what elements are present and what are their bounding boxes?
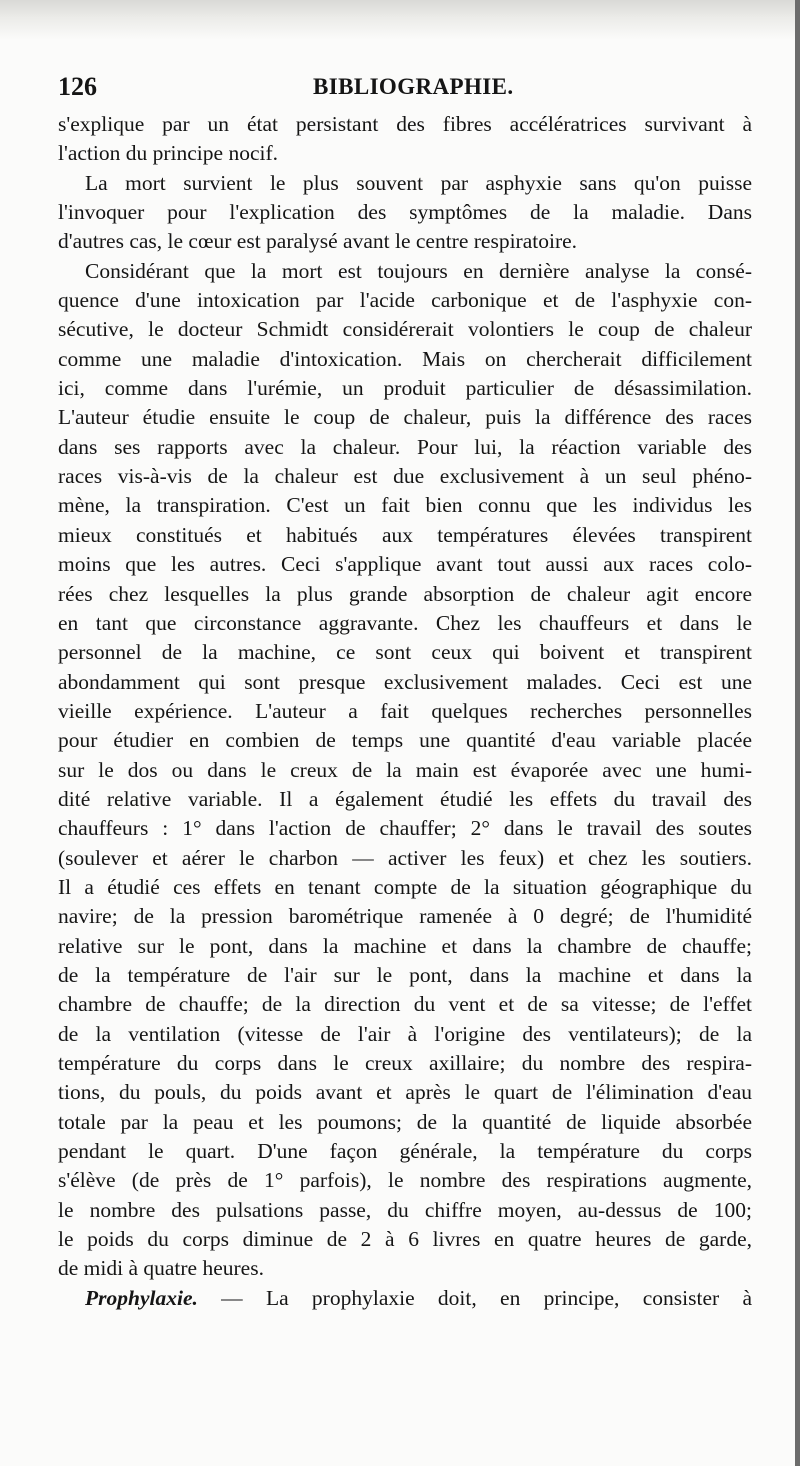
text-line: tions, du pouls, du poids avant et après le quart de l'élimination d'eau [58, 1080, 752, 1105]
text-line: rées chez lesquelles la plus grande absorption de chaleur agit encore [58, 581, 752, 606]
text-line: (soulever et aérer le charbon — activer les feux) et chez les soutiers. [58, 845, 752, 870]
text-line: L'auteur étudie ensuite le coup de chaleur, puis la différence des races [58, 405, 752, 430]
text-line: de la ventilation (vitesse de l'air à l'origine des ventilateurs); de la [58, 1021, 752, 1046]
text-line: de la température de l'air sur le pont, dans la machine et dans la [58, 962, 752, 987]
body-text [58, 110, 752, 1313]
text-line: chambre de chauffe; de la direction du vent et de sa vitesse; de l'effet [58, 992, 752, 1017]
prophylaxie-text: — La prophylaxie doit, en principe, consister à [197, 1285, 752, 1310]
text-line: l'invoquer pour l'explication des symptômes de la maladie. Dans [58, 200, 752, 225]
text-line: abondamment qui sont presque exclusivement malades. Ceci est une [58, 669, 752, 694]
text-line: quence d'une intoxication par l'acide carbonique et de l'asphyxie con- [58, 288, 752, 313]
text-line: vieille expérience. L'auteur a fait quelques recherches personnelles [58, 698, 752, 723]
text-line: Il a étudié ces effets en tenant compte de la situation géographique du [58, 874, 752, 899]
text-line: comme une maladie d'intoxication. Mais on chercherait difficilement [58, 346, 752, 371]
text-line: d'autres cas, le cœur est paralysé avant le centre respiratoire. [58, 229, 578, 254]
text-line: dité relative variable. Il a également étudié les effets du travail des [58, 786, 752, 811]
text-line: chauffeurs : 1° dans l'action de chauffer; 2° dans le travail des soutes [58, 816, 752, 841]
section-heading-prophylaxie: Prophylaxie. [85, 1285, 198, 1310]
text-line: moins que les autres. Ceci s'applique avant tout aussi aux races colo- [58, 552, 752, 577]
text-line: s'explique par un état persistant des fibres accélératrices survivant à [58, 112, 752, 136]
text-line: dans ses rapports avec la chaleur. Pour lui, la réaction variable des [58, 434, 752, 459]
text-line: en tant que circonstance aggravante. Chez les chauffeurs et dans le [58, 610, 752, 635]
text-line: pendant le quart. D'une façon générale, la température du corps [58, 1139, 752, 1164]
text-line: navire; de la pression barométrique ramenée à 0 degré; de l'humidité [58, 904, 752, 929]
text-line: de midi à quatre heures. [58, 1256, 264, 1281]
page-number: 126 [58, 72, 97, 101]
text-line: mieux constitués et habitués aux températures élevées transpirent [58, 522, 752, 547]
text-line: pour étudier en combien de temps une quantité d'eau variable placée [58, 728, 752, 753]
text-line: totale par la peau et les poumons; de la quantité de liquide absorbée [58, 1109, 752, 1134]
text-line: le poids du corps diminue de 2 à 6 livres en quatre heures de garde, [58, 1227, 752, 1252]
text-line: température du corps dans le creux axillaire; du nombre des respira- [58, 1051, 752, 1075]
text-line: mène, la transpiration. C'est un fait bien connu que les individus les [58, 493, 752, 518]
text-line: s'élève (de près de 1° parfois), le nombre des respirations augmente, [58, 1168, 752, 1193]
text-line: sur le dos ou dans le creux de la main est évaporée avec une humi- [58, 757, 752, 782]
page-header [58, 66, 758, 106]
running-head: BIBLIOGRAPHIE. [313, 74, 514, 99]
text-line: races vis-à-vis de la chaleur est due exclusivement à un seul phéno- [58, 464, 752, 489]
text-line: relative sur le pont, dans la machine et dans la chambre de chauffe; [58, 933, 752, 958]
page-top-edge [0, 0, 800, 40]
text-line: l'action du principe nocif. [58, 141, 278, 166]
text-line: le nombre des pulsations passe, du chiffre moyen, au-dessus de 100; [58, 1197, 752, 1222]
text-line: La mort survient le plus souvent par asphyxie sans qu'on puisse [85, 170, 752, 195]
text-line: personnel de la machine, ce sont ceux qui boivent et transpirent [58, 640, 752, 665]
text-line: ici, comme dans l'urémie, un produit particulier de désassimilation. [58, 376, 752, 401]
text-line: sécutive, le docteur Schmidt considérerait volontiers le coup de chaleur [58, 317, 752, 342]
text-line: Considérant que la mort est toujours en dernière analyse la consé- [85, 258, 752, 283]
prophylaxie-line [58, 1284, 752, 1313]
